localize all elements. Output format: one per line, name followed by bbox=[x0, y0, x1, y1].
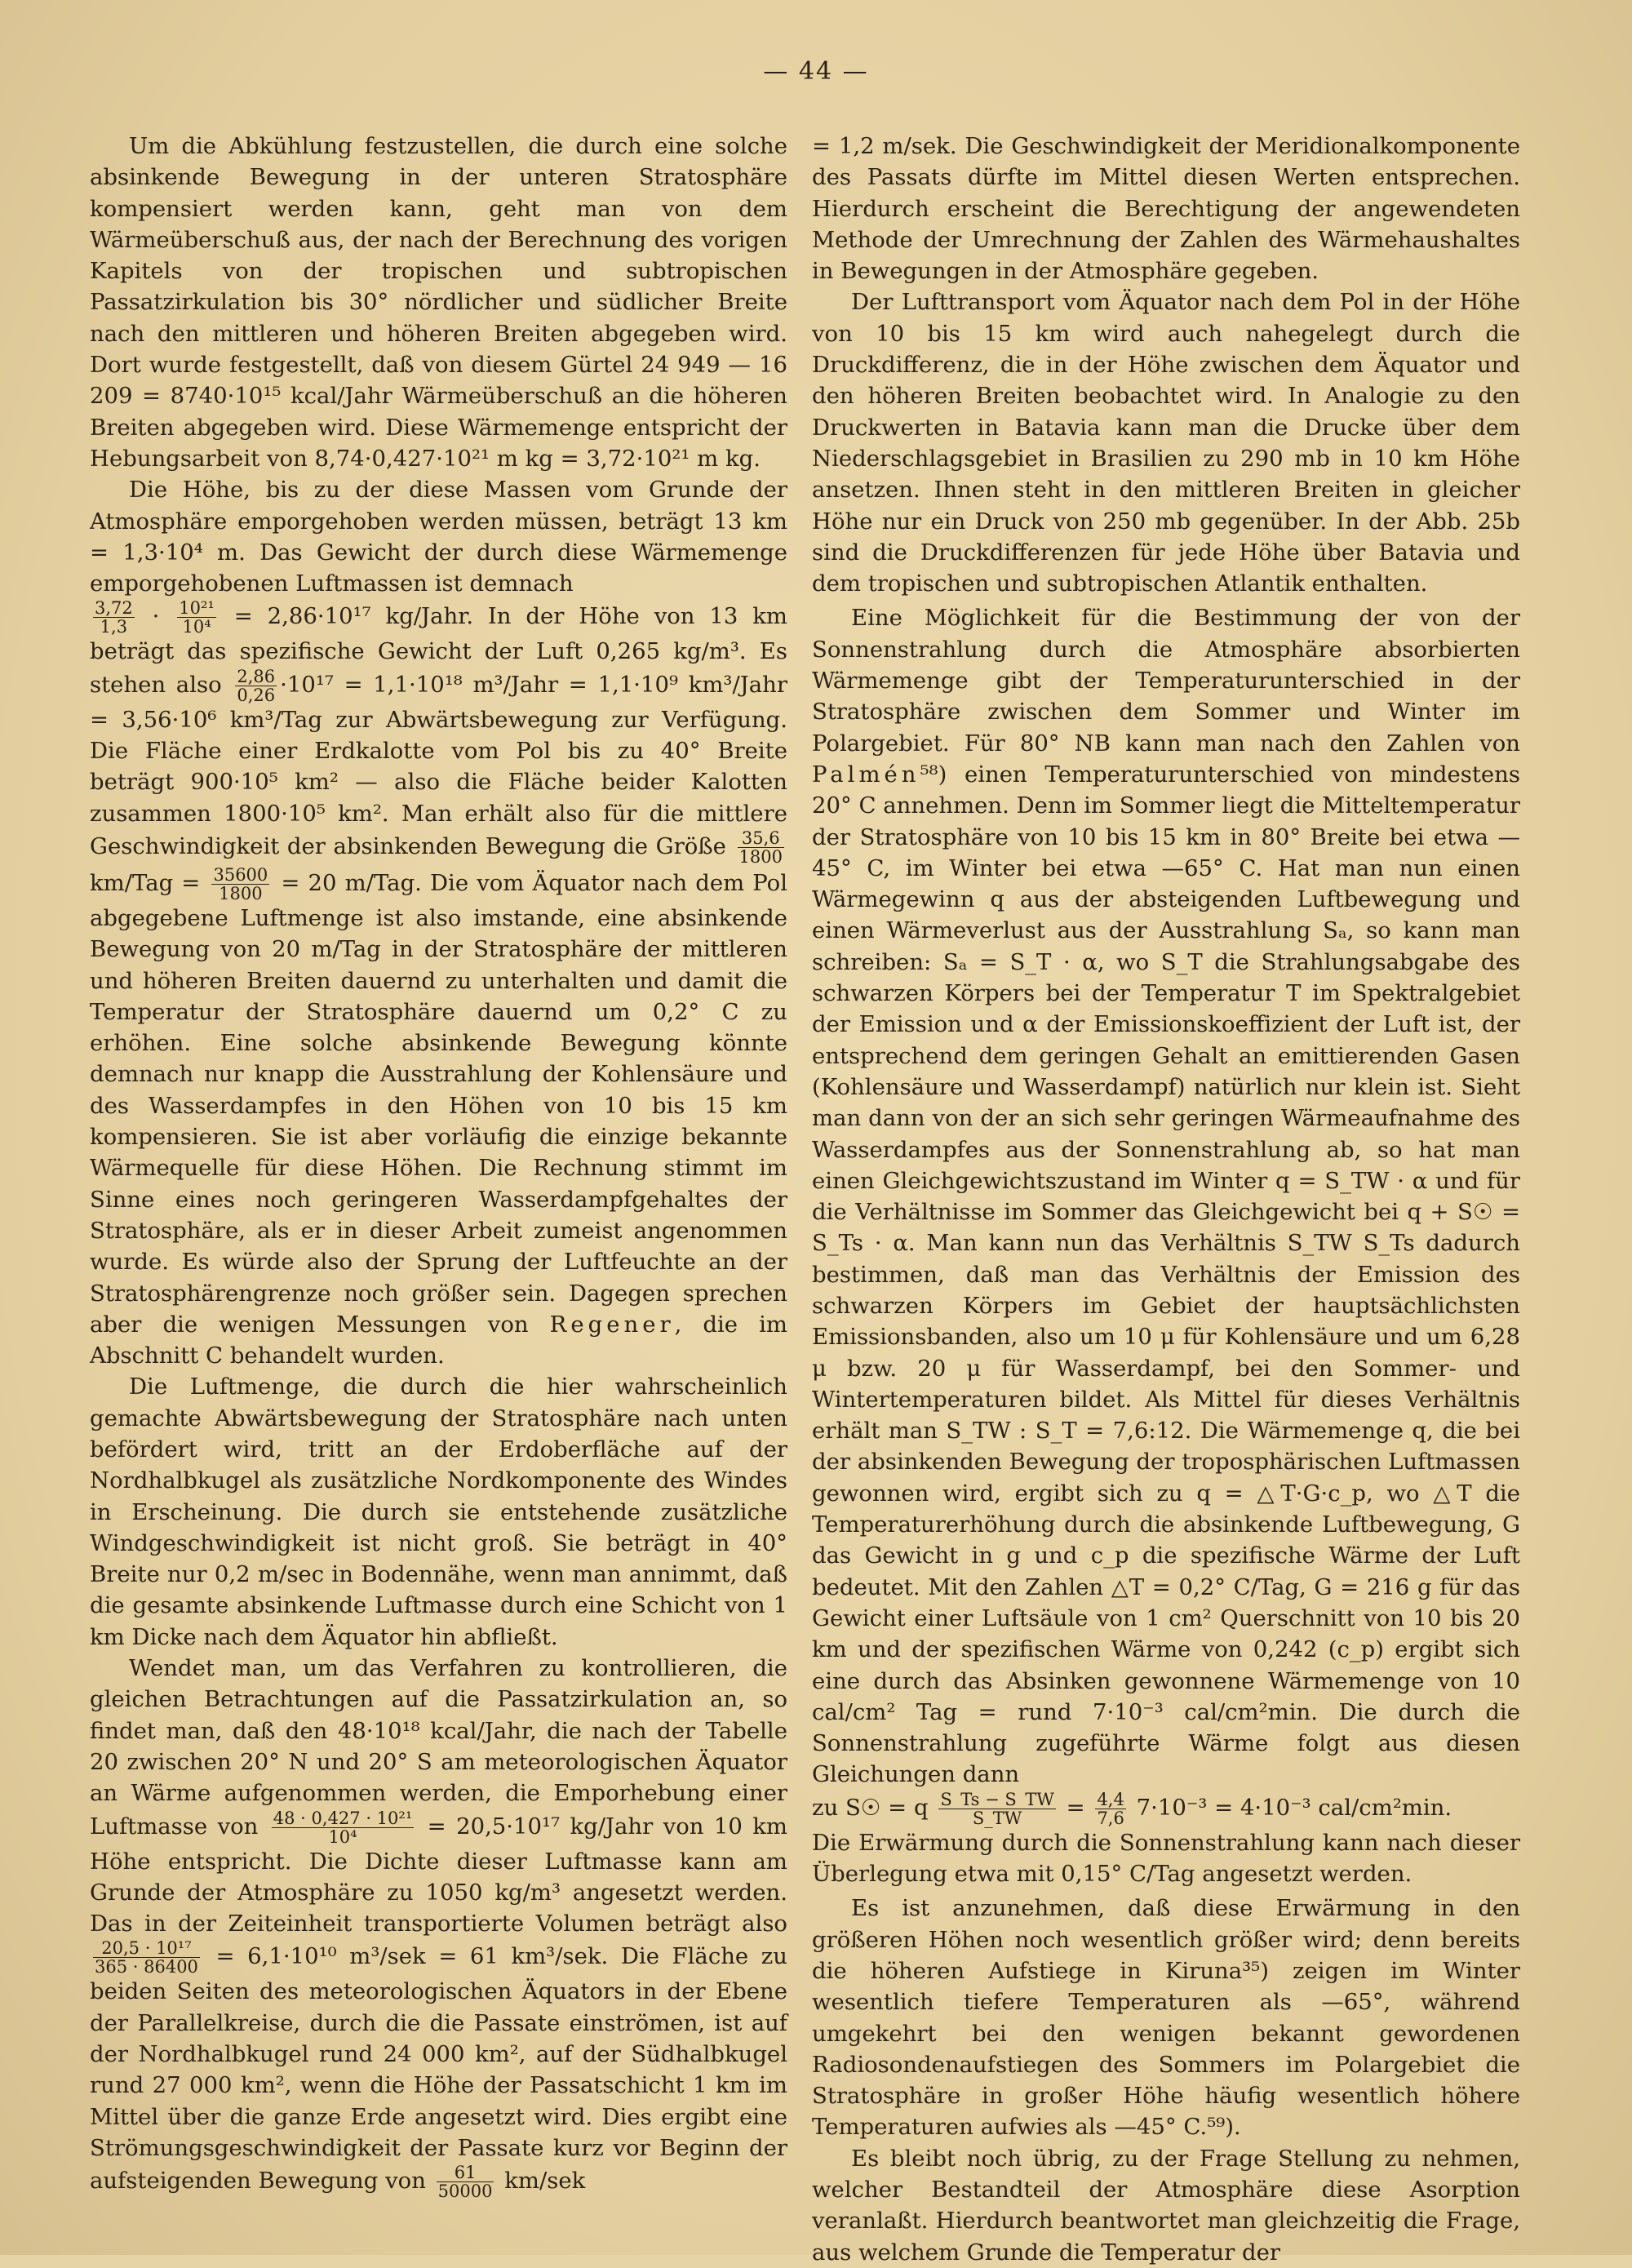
text-span: km/Tag = bbox=[90, 869, 201, 896]
fraction-numerator: 48 · 0,427 · 10²¹ bbox=[273, 1808, 413, 1828]
fraction-numerator: 35600 bbox=[213, 864, 268, 885]
fraction bbox=[93, 1939, 200, 1976]
text-span: Die Luftmenge, die durch die hier wahrscheinlich gemachte Abwärtsbewegung der Stratosphäre nach unten befördert wird, tritt an der Erdoberfläche auf der Nordhalbkugel als zusätzliche Nordkomponente des Windes in Erscheinung. Die durch sie entstehende zusätzliche Windgeschwindigkeit ist nicht groß. Sie beträgt in 40° Breite nur 0,2 m/sec in Bodennähe, wenn man annimmt, daß die gesamte absinkende Luftmasse durch eine Schicht von 1 km Dicke nach dem Äquator hin abfließt. bbox=[90, 1374, 787, 1650]
text-span: = 2,86·10¹⁷ kg/Jahr. In der Höhe von 13 km beträgt das spezifische Gewicht der Luft 0,265 kg/m³. Es stehen also bbox=[90, 603, 787, 698]
fraction-denominator: 0,26 bbox=[237, 685, 276, 705]
fraction bbox=[938, 1791, 1056, 1827]
paragraph bbox=[812, 2143, 1520, 2268]
fraction-denominator: 1800 bbox=[738, 846, 783, 867]
author-name: Regener bbox=[549, 1311, 675, 1338]
text-span: Es bleibt noch übrig, zu der Frage Stellung zu nehmen, welcher Bestandteil der Atmosphäre diese Asorption veranlaßt. Hierdurch beantwortet man gleichzeitig die Frage, aus welchem Grunde die Temperatur der bbox=[812, 2145, 1520, 2266]
paragraph: Die Höhe, bis zu der diese Massen vom Grunde der Atmosphäre emporgehoben werden müssen, beträgt 13 km = 1,3·10⁴ m. Das Gewicht der durch diese Wärmemenge emporgehobenen Luftmassen ist demnach $\frac{3,72}{1,3}$ · $\frac{\text{10²¹}}{\text{10⁴}}$ = 2,86·10¹⁷ kg/Jahr. In der Höhe von 13 km beträgt das spezifische Gewicht der Luft 0,265 kg/m³. Es stehen also $\frac{2,86}{0,26}$ ·10¹⁷ = 1,1·10¹⁸ m³/Jahr = 1,1·10⁹ km³/Jahr = 3,56·10⁶ km³/Tag zur Abwärtsbewegung zur Verfügung. Die Fläche einer Erdkalotte vom Pol bis zu 40° Breite beträgt 900·10⁵ km² — also die Fläche beider Kalotten zusammen 1800·10⁵ km². Man erhält also für die mittlere Geschwindigkeit der absinkenden Bewegung die Größe $\frac{35,6}{1800}$ km/Tag = $\frac{35600}{1800}$ = 20 m/Tag. Die vom Äquator nach dem Pol abgegebene Luftmenge ist also imstande, eine absinkende Bewegung von 20 m/Tag in der Stratosphäre der mittleren und höheren Breiten dauernd zu unterhalten und damit die Temperatur der Stratosphäre dauernd um 0,2° C zu erhöhen. Eine solche absinkende Bewegung könnte demnach nur knapp die Ausstrahlung der Kohlensäure und des Wasserdampfes in den Höhen von 10 bis 15 km kompensieren. Sie ist aber vorläufig die einzige bekannte Wärmequelle für diese Höhen. Die Rechnung stimmt im Sinne eines noch geringeren Wasserdampfgehaltes der Stratosphäre, als er in dieser Arbeit zumeist angenommen wurde. Es würde also der Sprung der Luftfeuchte an der Stratosphärengrenze noch größer sein. Dagegen sprechen aber die wenigen Messungen von Regener, die im Abschnitt C behandelt wurden. bbox=[90, 477, 788, 1369]
text-span: Die Höhe, bis zu der diese Massen vom Grunde der Atmosphäre emporgehoben werden müssen, beträgt 13 km = 1,3·10⁴ m. Das Gewicht der durch diese Wärmemenge emporgehobenen Luftmassen ist demnach bbox=[90, 477, 787, 597]
paragraph bbox=[90, 1371, 787, 1653]
fraction-numerator: 4,4 bbox=[1097, 1789, 1124, 1809]
text-span: = 1,2 m/sek. Die Geschwindigkeit der Meridionalkomponente des Passats dürfte im Mittel diesen Werten entsprechen. Hierdurch erscheint die Berechtigung der angewendeten Methode der Umrechnung der Zahlen des Wärmehaushaltes in Bewegungen in der Atmosphäre gegeben. bbox=[812, 133, 1520, 285]
text-span: km/sek bbox=[504, 2168, 586, 2195]
text-span: , die im Abschnitt C behandelt wurden. bbox=[90, 1311, 787, 1369]
text-span: Um die Abkühlung festzustellen, die durch eine solche absinkende Bewegung in der unteren Stratosphäre kompensiert werden kann, geht man von dem Wärmeüberschuß aus, der nach der Berechnung des vorigen Kapitels von der tropischen und subtropischen Passatzirkulation bis 30° nördlicher und südlicher Breite nach den mittleren und höheren Breiten abgegeben wird. Dort wurde festgestellt, daß von diesem Gürtel 24 949 — 16 209 = 8740·10¹⁵ kcal/Jahr Wärmeüberschuß an die höheren Breiten abgegeben wird. Diese Wärmemenge entspricht der Hebungsarbeit von 8,74·0,427·10²¹ m kg = 3,72·10²¹ m kg. bbox=[90, 133, 787, 472]
equation-tail: 7·10⁻³ = 4·10⁻³ cal/cm²min. bbox=[1136, 1794, 1452, 1821]
equation-lead: zu S☉ = q bbox=[812, 1794, 929, 1821]
text-span: Es ist anzunehmen, daß diese Erwärmung in den größeren Höhen noch wesentlich größer wird; denn bereits die höheren Aufstiege in Kiruna bbox=[812, 1895, 1520, 1984]
text-span: ³⁵) zeigen im Winter wesentlich tiefere Temperaturen als —65°, während umgekehrt bei den wenigen bekannt gewordenen Radiosondenaufstiegen des Sommers im Polargebiet die Stratosphäre in großer Höhe häufig wesentlich höhere Temperaturen aufwies als —45° C.⁵⁹). bbox=[812, 1957, 1520, 2141]
paragraph bbox=[812, 286, 1520, 599]
fraction-numerator: S_Ts − S_TW bbox=[940, 1789, 1054, 1809]
fraction-denominator: S_TW bbox=[972, 1808, 1022, 1828]
fraction-denominator: 7,6 bbox=[1097, 1808, 1124, 1828]
paragraph bbox=[812, 602, 1520, 1889]
paragraph bbox=[90, 1653, 787, 2200]
text-span: = 6,1·10¹⁰ m³/sek = 61 km³/sek. Die Fläche zu beiden Seiten des meteorologischen Äquators in der Ebene der Parallelkreise, durch die die Passate einströmen, ist auf der Nordhalbkugel rund 24 000 km², auf der Südhalbkugel rund 27 000 km², wenn die Höhe der Passatschicht 1 km im Mittel über die ganze Erde angesetzt wird. Dies ergibt eine Strömungsgeschwindigkeit der Passate kurz vor Beginn der aufsteigenden Bewegung von bbox=[90, 1943, 787, 2195]
fraction-denominator: 10⁴ bbox=[328, 1826, 357, 1847]
fraction-denominator: 1800 bbox=[219, 883, 263, 903]
fraction-denominator: 365 · 86400 bbox=[95, 1957, 198, 1977]
fraction-numerator: 20,5 · 10¹⁷ bbox=[93, 1939, 200, 1958]
fraction-numerator: 61 bbox=[437, 2164, 494, 2182]
text-span: = 20 m/Tag. Die vom Äquator nach dem Pol abgegebene Luftmenge ist also imstande, eine absinkende Bewegung von 20 m/Tag in der Stratosphäre der mittleren und höheren Breiten dauernd zu unterhalten und damit die Temperatur der Stratosphäre dauernd um 0,2° C zu erhöhen. Eine solche absinkende Bewegung könnte demnach nur knapp die Ausstrahlung der Kohlensäure und des Wasserdampfes in den Höhen von 10 bis 15 km kompensieren. Sie ist aber vorläufig die einzige bekannte Wärmequelle für diese Höhen. Die Rechnung stimmt im Sinne eines noch geringeren Wasserdampfgehaltes der Stratosphäre, als er in dieser Arbeit zumeist angenommen wurde. Es würde also der Sprung der Luftfeuchte an der Stratosphärengrenze noch größer sein. Dagegen sprechen aber die wenigen Messungen von bbox=[90, 869, 788, 1338]
text-span: Wendet man, um das Verfahren zu kontrollieren, die gleichen Betrachtungen auf die Passatzirkulation an, so findet man, daß den 48·10¹⁸ kcal/Jahr, die nach der Tabelle 20 zwischen 20° N und 20° S am meteorologischen Äquator an Wärme aufgenommen werden, die Emporhebung einer Luftmasse von bbox=[90, 1655, 787, 1840]
paragraph bbox=[812, 1893, 1520, 2142]
fraction-denominator: 50000 bbox=[437, 2181, 493, 2202]
right-column bbox=[812, 131, 1520, 2268]
fraction bbox=[235, 668, 277, 704]
fraction-denominator: 1,3 bbox=[100, 617, 128, 637]
text-span: Eine Möglichkeit für die Bestimmung der von der Sonnenstrahlung durch die Atmosphäre absorbierten Wärmemenge gibt der Temperaturunterschied in der Stratosphäre zwischen dem Sommer und Winter im Polargebiet. Für 80° NB kann man nach den Zahlen von bbox=[812, 605, 1520, 757]
equation-equals: = bbox=[1066, 1794, 1085, 1821]
fraction-denominator: 10⁴ bbox=[182, 617, 211, 637]
fraction-numerator: 10²¹ bbox=[179, 598, 215, 619]
text-span: ·10¹⁷ = 1,1·10¹⁸ m³/Jahr = 1,1·10⁹ km³/Jahr = 3,56·10⁶ km³/Tag zur Abwärtsbewegung zur Verfügung. Die Fläche einer Erdkalotte vom Pol bis zu 40° Breite beträgt 900·10⁵ km² — also die Fläche beider Kalotten zusammen 1800·10⁵ km². Man erhält also für die mittlere Geschwindigkeit der absinkenden Bewegung die Größe bbox=[90, 671, 787, 859]
page-number: — 44 — bbox=[763, 57, 869, 86]
fraction bbox=[93, 599, 135, 636]
text-span: ⁵⁸) einen Temperaturunterschied von mindestens 20° C annehmen. Denn im Sommer liegt die Mitteltemperatur der Stratosphäre von 10 bis 15 km in 80° Breite bei etwa —45° C, im Winter bei etwa —65° C. Hat man nun einen Wärmegewinn q aus der absteigenden Luftbewegung und einen Wärmeverlust aus der Ausstrahlung Sₐ, so kann man schreiben: Sₐ = S_T · α, wo S_T die Strahlungsabgabe des schwarzen Körpers bei der Temperatur T im Spektralgebiet der Emission und α der Emissionskoeffizient der Luft ist, der entsprechend dem geringen Gehalt an emittierenden Gasen (Kohlensäure und Wasserdampf) natürlich nur klein ist. Sieht man dann von der an sich sehr geringen Wärmeaufnahme des Wasserdampfes aus der Sonnenstrahlung ab, so hat man einen Gleichgewichtszustand im Winter q = S_TW · α und für die Verhältnisse im Sommer das Gleichgewicht bei q + S☉ = S_Ts · α. Man kann nun das Verhältnis S_TW S_Ts dadurch bestimmen, daß man das Verhältnis der Emission des schwarzen Körpers im Gebiet der hauptsächlichsten Emissionsbanden, also um 10 μ für Kohlensäure und um 6,28 μ bzw. 20 μ für Wasserdampf, bei den Sommer- und Wintertemperaturen bildet. Als Mittel für dieses Verhältnis erhält man S_TW : S_T = 7,6:12. Die Wärmemenge q, die bei der absinkenden Bewegung der troposphärischen Luftmassen gewonnen wird, ergibt sich zu q = △T·G·c_p, wo △T die Temperaturerhöhung durch die absinkende Luftbewegung, G das Gewicht in g und c_p die spezifische Wärme der Luft bedeutet. Mit den Zahlen △T = 0,2° C/Tag, G = 216 g für das Gewicht einer Luftsäule von 1 cm² Querschnitt von 10 bis 20 km und der spezifischen Wärme von 0,242 (c_p) ergibt sich eine durch das Absinken gewonnene Wärmemenge von 10 cal/cm² Tag = rund 7·10⁻³ cal/cm²min. Die durch die Sonnenstrahlung zugeführte Wärme folgt aus diesen Gleichungen dann bbox=[812, 761, 1520, 1788]
fraction bbox=[211, 866, 269, 903]
paragraph bbox=[812, 131, 1520, 286]
fraction bbox=[1095, 1791, 1125, 1827]
paragraph bbox=[90, 131, 787, 474]
fraction-numerator: 2,86 bbox=[237, 666, 276, 686]
fraction bbox=[272, 1809, 414, 1846]
fraction-numerator: 3,72 bbox=[95, 598, 133, 619]
fraction bbox=[177, 599, 216, 636]
fraction-numerator: 35,6 bbox=[738, 829, 784, 848]
text-span: Der Lufttransport vom Äquator nach dem Pol in der Höhe von 10 bis 15 km wird auch nahegelegt durch die Druckdifferenz, die in der Höhe zwischen dem Äquator und den höheren Breiten beobachtet wird. In Analogie zu den Druckwerten in Batavia kann man die Drucke über dem Niederschlagsgebiet in Brasilien zu 290 mb in 10 km Höhe ansetzen. Ihnen steht in den mittleren Breiten in gleicher Höhe nur ein Druck von 250 mb gegenüber. In der Abb. 25b sind die Druckdifferenzen für jede Höhe über Batavia und dem tropischen und subtropischen Atlantik enthalten. bbox=[812, 289, 1520, 597]
fraction bbox=[738, 829, 784, 866]
text-span: Die Erwärmung durch die Sonnenstrahlung kann nach dieser Überlegung etwa mit 0,15° C/Tag angesetzt werden. bbox=[812, 1829, 1520, 1888]
text-span: = 20,5·10¹⁷ kg/Jahr von 10 km Höhe entspricht. Die Dichte dieser Luftmasse kann am Grunde der Atmosphäre zu 1050 kg/m³ angesetzt werden. Das in der Zeiteinheit transportierte Volumen beträgt also bbox=[90, 1813, 788, 1937]
left-column bbox=[90, 131, 787, 2200]
fraction bbox=[437, 2164, 494, 2200]
author-name: Palmén bbox=[812, 761, 920, 788]
